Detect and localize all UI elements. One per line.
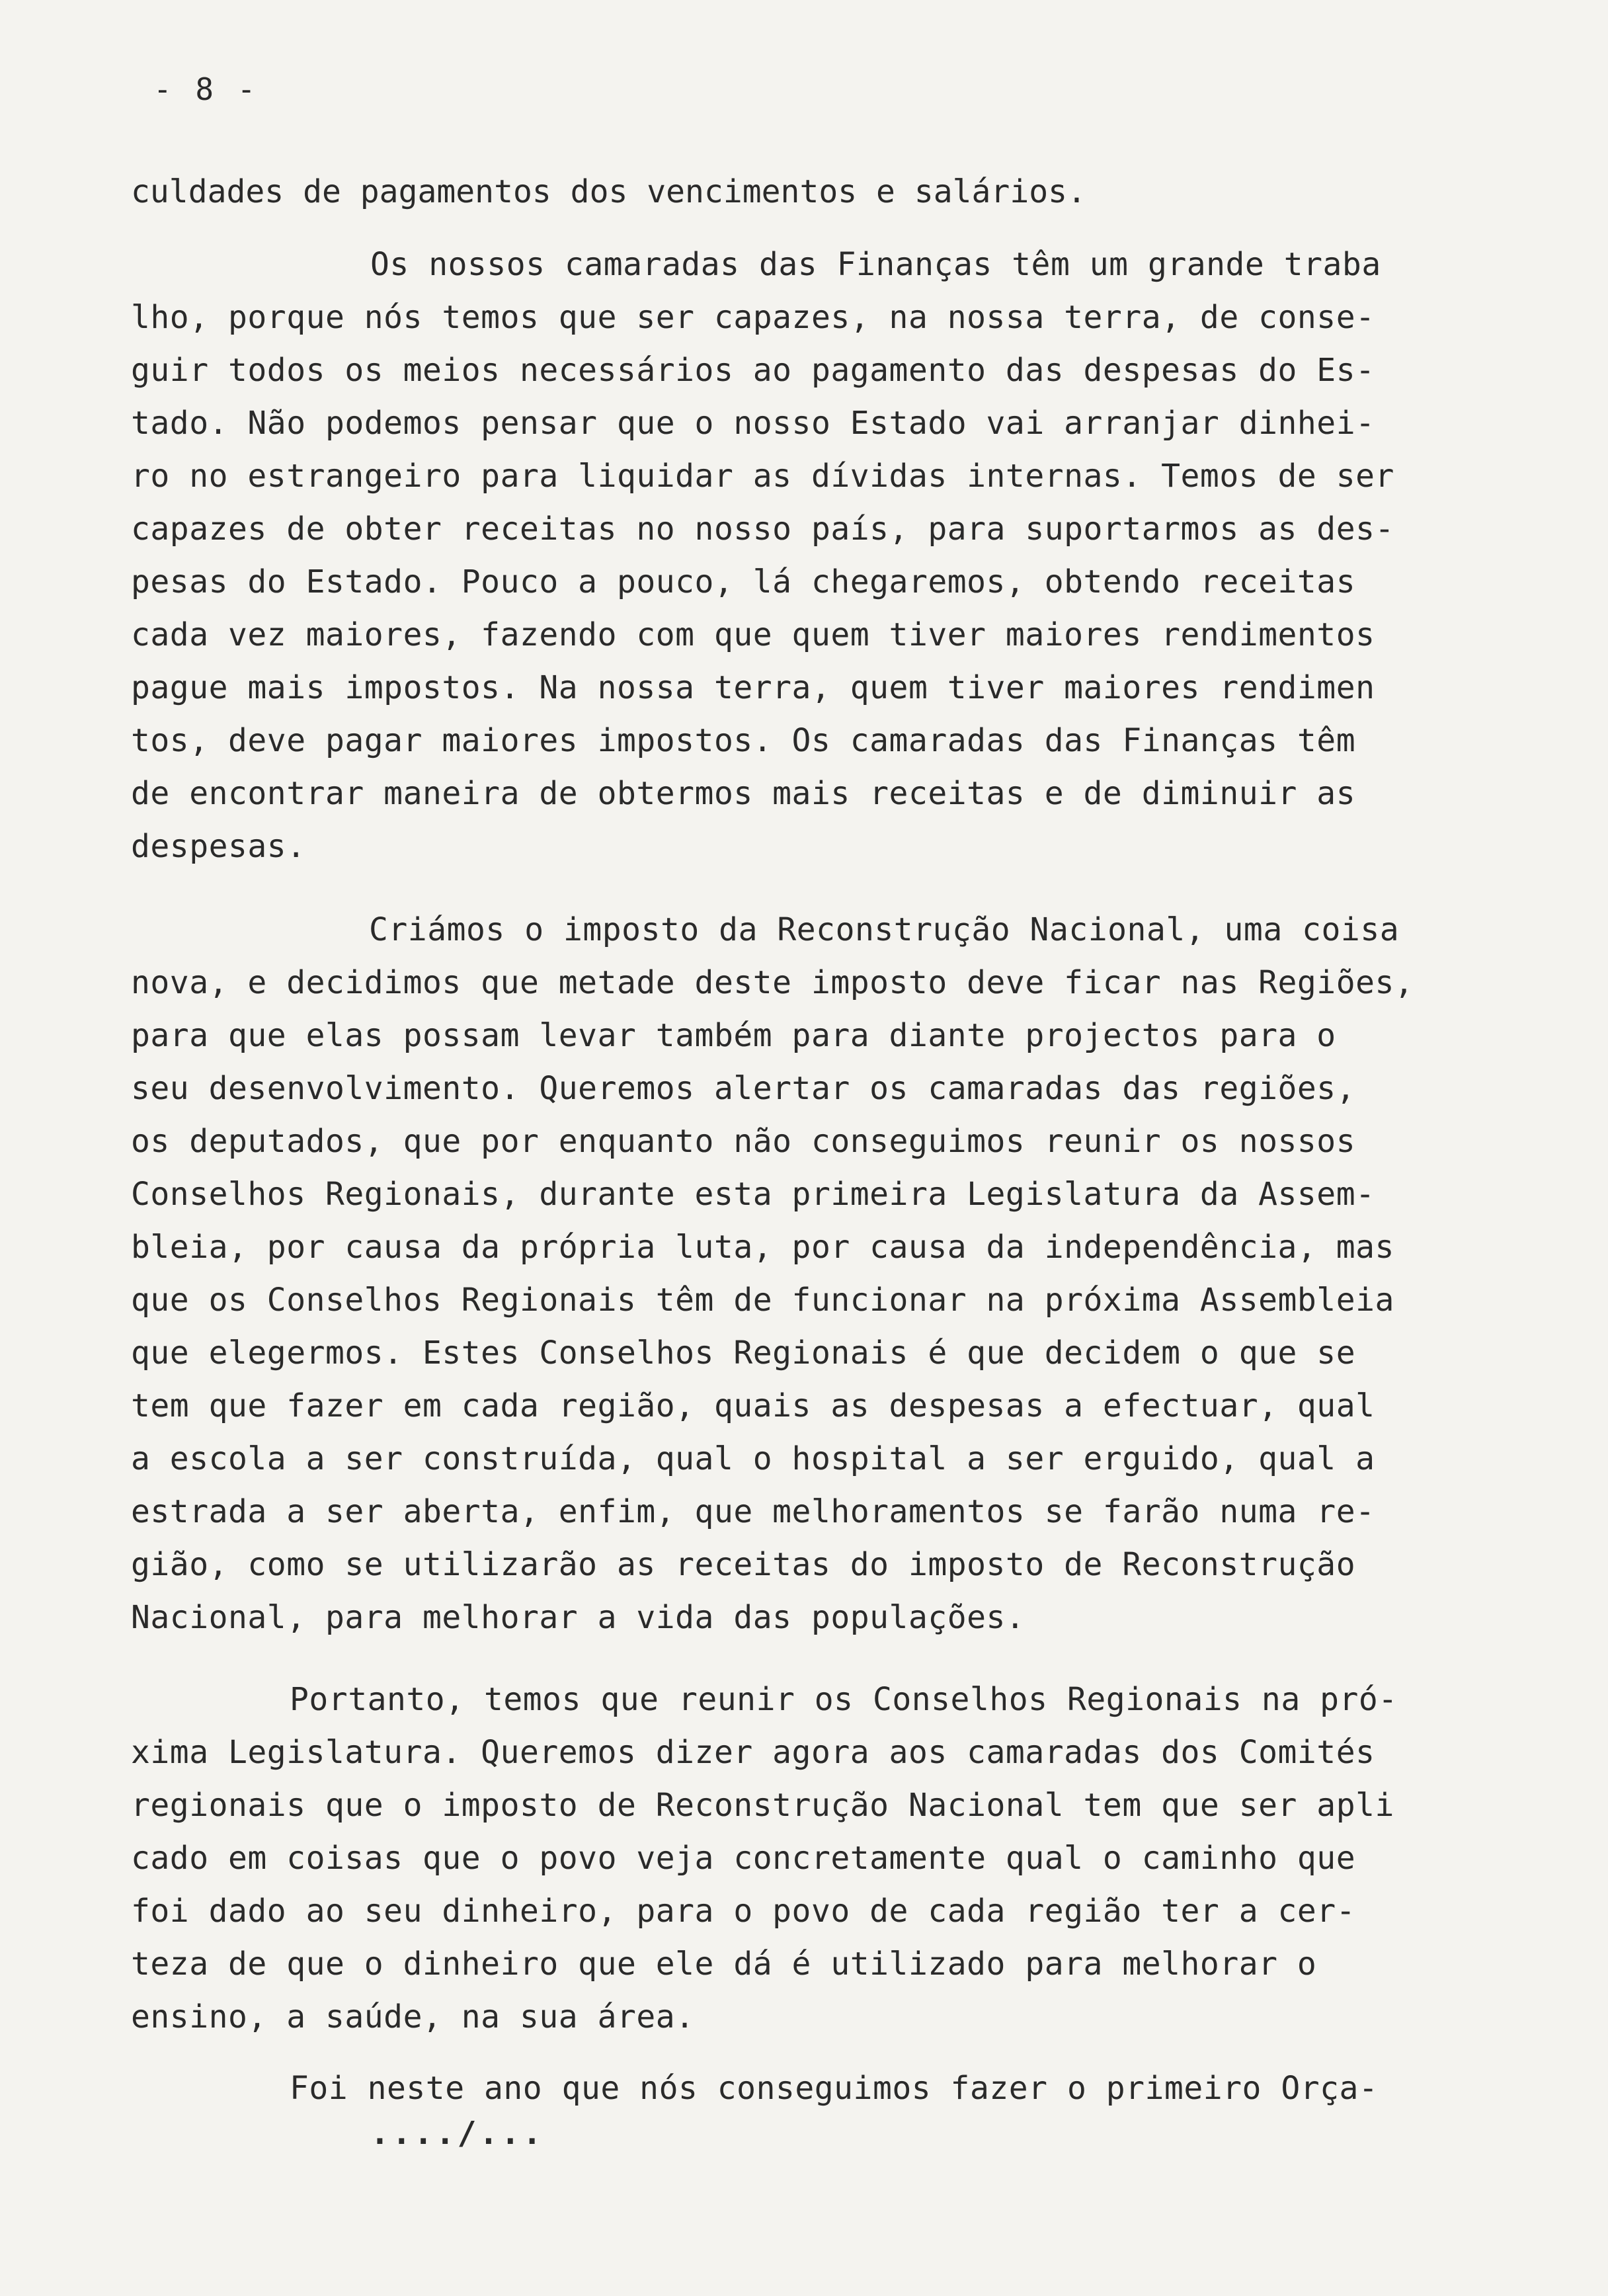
text-line: guir todos os meios necessários ao pagamento das despesas do Es- [131, 352, 1375, 389]
text-line: tado. Não podemos pensar que o nosso Estado vai arranjar dinhei- [131, 405, 1375, 442]
text-line: xima Legislatura. Queremos dizer agora aos camaradas dos Comités [131, 1734, 1375, 1771]
text-line: Conselhos Regionais, durante esta primeira Legislatura da Assem- [131, 1176, 1375, 1213]
text-line: ro no estrangeiro para liquidar as dívidas internas. Temos de ser [131, 458, 1394, 495]
text-line: a escola a ser construída, qual o hospital a ser erguido, qual a [131, 1440, 1375, 1477]
text-line: Nacional, para melhorar a vida das populações. [131, 1599, 1025, 1636]
text-line: lho, porque nós temos que ser capazes, na nossa terra, de conse- [131, 299, 1375, 336]
text-line: cado em coisas que o povo veja concretamente qual o caminho que [131, 1840, 1356, 1877]
text-line: que elegermos. Estes Conselhos Regionais é que decidem o que se [131, 1334, 1356, 1372]
text-line-first: culdades de pagamentos dos vencimentos e salários. [131, 173, 1086, 210]
text-line: que os Conselhos Regionais têm de funcionar na próxima Assembleia [131, 1282, 1394, 1319]
continuation-mark: ..../... [370, 2115, 545, 2152]
text-line: tem que fazer em cada região, quais as despesas a efectuar, qual [131, 1387, 1375, 1424]
text-line: bleia, por causa da própria luta, por causa da independência, mas [131, 1229, 1394, 1266]
text-line: tos, deve pagar maiores impostos. Os camaradas das Finanças têm [131, 722, 1356, 759]
text-line: regionais que o imposto de Reconstrução Nacional tem que ser apli [131, 1787, 1394, 1824]
text-line: Foi neste ano que nós conseguimos fazer o primeiro Orça- [290, 2070, 1379, 2107]
text-line: ensino, a saúde, na sua área. [131, 1998, 695, 2035]
text-line: Criámos o imposto da Reconstrução Nacional, uma coisa [369, 911, 1400, 948]
text-line: foi dado ao seu dinheiro, para o povo de cada região ter a cer- [131, 1893, 1356, 1930]
text-line: pague mais impostos. Na nossa terra, quem tiver maiores rendimen [131, 669, 1375, 706]
text-line: capazes de obter receitas no nosso país, para suportarmos as des- [131, 511, 1394, 548]
text-line: estrada a ser aberta, enfim, que melhoramentos se farão numa re- [131, 1493, 1375, 1530]
text-line: pesas do Estado. Pouco a pouco, lá chegaremos, obtendo receitas [131, 563, 1356, 600]
text-line: seu desenvolvimento. Queremos alertar os camaradas das regiões, [131, 1070, 1356, 1107]
text-line: de encontrar maneira de obtermos mais receitas e de diminuir as [131, 775, 1356, 812]
text-line: teza de que o dinheiro que ele dá é utilizado para melhorar o [131, 1946, 1317, 1983]
text-line: despesas. [131, 828, 306, 865]
text-line: cada vez maiores, fazendo com que quem tiver maiores rendimentos [131, 616, 1375, 653]
text-line: nova, e decidimos que metade deste imposto deve ficar nas Regiões, [131, 964, 1414, 1001]
text-line: os deputados, que por enquanto não conseguimos reunir os nossos [131, 1123, 1356, 1160]
text-line: para que elas possam levar também para diante projectos para o [131, 1017, 1336, 1054]
text-line: gião, como se utilizarão as receitas do imposto de Reconstrução [131, 1546, 1356, 1583]
text-line: Portanto, temos que reunir os Conselhos Regionais na pró- [290, 1681, 1398, 1718]
page-number: - 8 - [153, 71, 259, 107]
text-line: Os nossos camaradas das Finanças têm um grande traba [370, 246, 1381, 283]
